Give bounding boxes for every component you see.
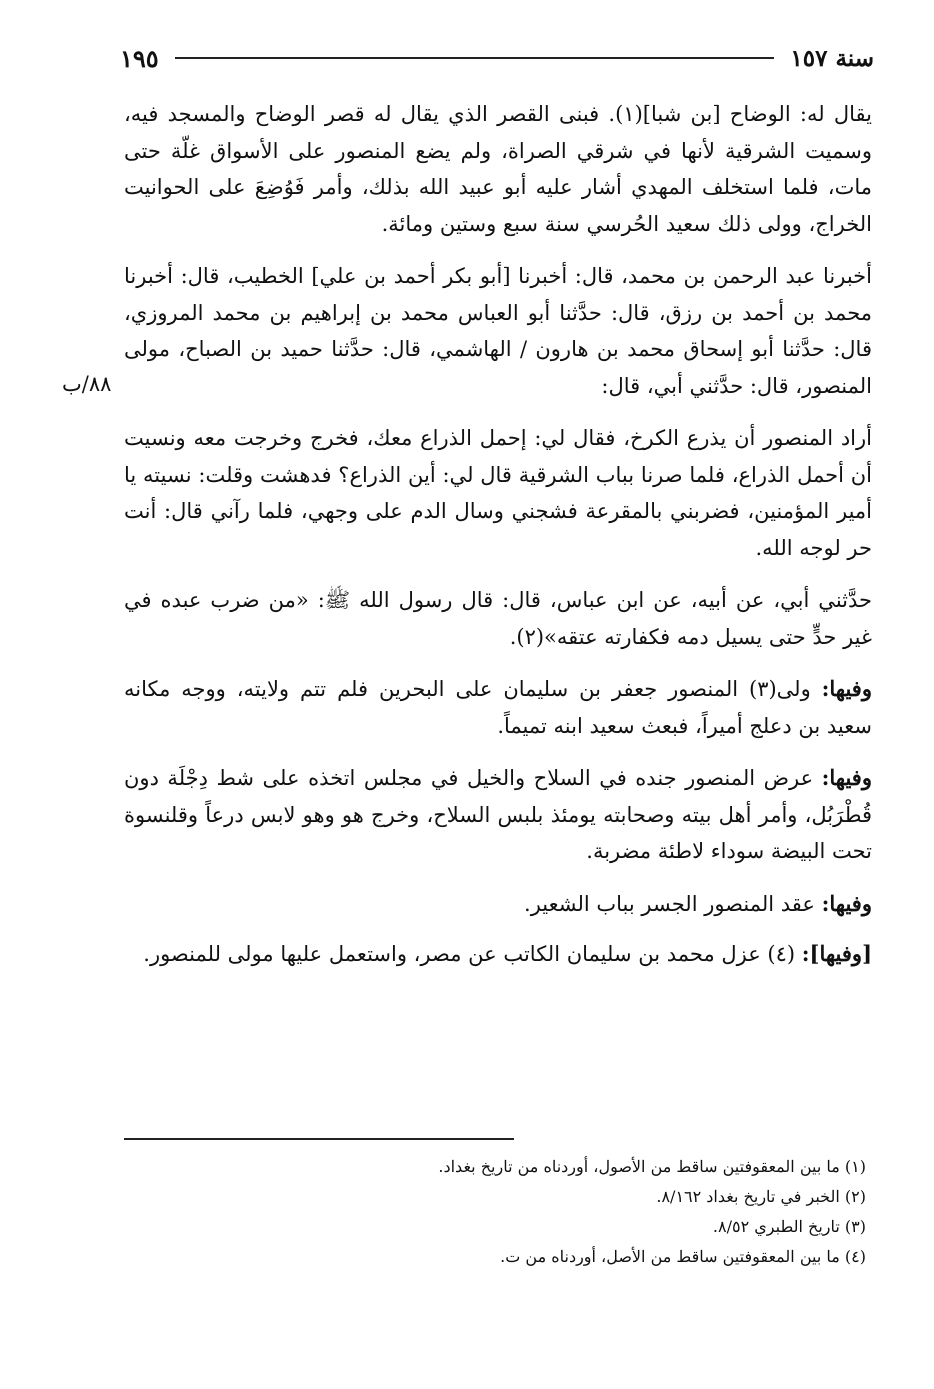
paragraph-text: أراد المنصور أن يذرع الكرخ، فقال لي: إحمل الذراع معك، فخرج وخرجت معه ونسيت أن أحمل الذراع، فلما صرنا بباب الشرقية قال لي: أين الذراع؟ فدهشت وقلت: نسيته يا أمير المؤمنين، فضربني بالمقرعة فشجني وسال الدم على وجهي، فلما رآني قال: أنت حر لوجه الله.: [124, 426, 872, 560]
paragraph: [124, 582, 872, 655]
paragraph: [124, 96, 872, 242]
paragraph-lead: وفيها:: [821, 890, 872, 916]
paragraph-text: عرض المنصور جنده في السلاح والخيل في مجلس اتخذه على شط دِجْلَة دون قُطْرَبُل، وأمر أهل بيته وصحابته يومئذ بلبس السلاح، وخرج هو وهو لابس درعاً وقلنسوة تحت البيضة سوداء لاطئة مضربة.: [124, 766, 872, 863]
running-title: سنة ١٥٧: [790, 44, 874, 72]
header-rule: [175, 57, 775, 59]
paragraph-lead: وفيها:: [821, 765, 872, 790]
margin-folio-note: ٨٨/ب: [62, 372, 112, 396]
paragraph-text: حدَّثني أبي، عن أبيه، عن ابن عباس، قال: قال رسول الله ﷺ: «من ضرب عبده في غير حدٍّ حتى يسيل دمه فكفارته عتقه»(٢).: [124, 588, 872, 649]
footnote: (٢) الخبر في تاريخ بغداد ٨/١٦٢.: [656, 1187, 866, 1206]
paragraph-text: ولى(٣) المنصور جعفر بن سليمان على البحرين فلم تتم ولايته، ووجه مكانه سعيد بن دعلج أميراً، فبعث سعيد ابنه تميماً.: [124, 677, 872, 738]
footnote: (١) ما بين المعقوفتين ساقط من الأصول، أوردناه من تاريخ بغداد.: [438, 1157, 866, 1176]
main-text: [124, 96, 872, 989]
footnote: (٤) ما بين المعقوفتين ساقط من الأصل، أوردناه من ت.: [500, 1247, 866, 1266]
paragraph-lead: وفيها:: [821, 676, 872, 701]
paragraph-text: يقال له: الوضاح [بن شبا](١). فبنى القصر الذي يقال له قصر الوضاح والمسجد فيه، وسميت الشرقية لأنها في شرقي الصراة، ولم يضع المنصور على الأسواق غلّة حتى مات، فلما استخلف المهدي أشار عليه أبو عبيد الله بذلك، وأمر فَوُضِعَ على الحوانيت الخراج، وولى ذلك سعيد الحُرسي سنة سبع وستين ومائة.: [124, 102, 873, 236]
paragraph: [124, 420, 872, 566]
page-header: [120, 36, 874, 80]
paragraph-text: (٤) عزل محمد بن سليمان الكاتب عن مصر، واستعمل عليها مولى للمنصور.: [143, 942, 802, 966]
footnotes: [124, 1138, 866, 1272]
paragraph: [124, 671, 872, 744]
footnote: (٣) تاريخ الطبري ٨/٥٢.: [712, 1217, 866, 1236]
paragraph: [124, 886, 872, 923]
paragraph-text: عقد المنصور الجسر بباب الشعير.: [524, 891, 822, 916]
paragraph: [124, 760, 872, 870]
paragraph-lead: [وفيها]:: [801, 941, 872, 966]
paragraph-text: أخبرنا عبد الرحمن بن محمد، قال: أخبرنا [أبو بكر أحمد بن علي] الخطيب، قال: أخبرنا محمد بن أحمد بن رزق، قال: حدَّثنا أبو العباس محمد بن إبراهيم بن محمد المروزي، قال: حدَّثنا أبو إسحاق محمد بن هارون / الهاشمي، قال: حدَّثنا حميد بن الصباح، مولى المنصور، قال: حدَّثني أبي، قال:: [124, 264, 872, 398]
page-number: ١٩٥: [120, 43, 159, 73]
paragraph: [124, 936, 872, 973]
footnote-rule: [124, 1138, 514, 1140]
footnote-rule-container: [124, 1138, 866, 1152]
paragraph: [124, 258, 872, 404]
